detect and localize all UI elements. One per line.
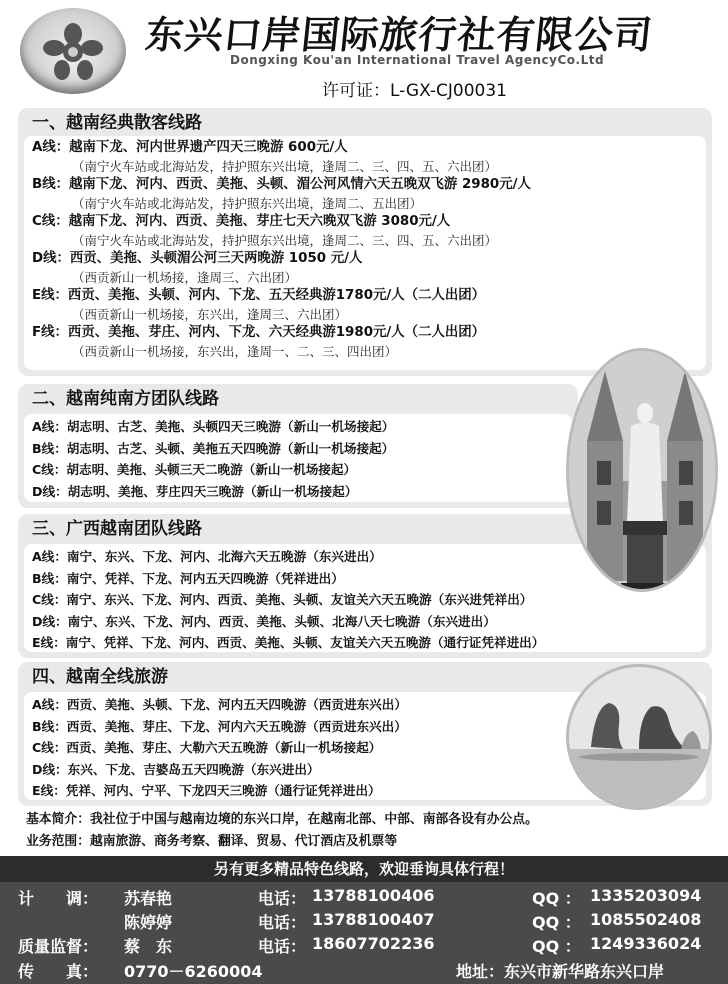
contact-role: 计 调： [18, 889, 99, 908]
route-item [32, 138, 698, 175]
section-title: 二、越南纯南方团队线路 [32, 389, 219, 409]
route-line: C线：越南下龙、河内、西贡、美拖、芽庄七天六晚双飞游 3080元/人 [32, 214, 451, 229]
route-line: B线：南宁、凭祥、下龙、河内五天四晚游（凭祥进出） [32, 570, 344, 586]
route-item [32, 323, 698, 360]
route-line: B线：西贡、美拖、芽庄、下龙、河内六天五晚游（西贡进东兴出） [32, 718, 407, 734]
route-note: （南宁火车站或北海站发，持护照东兴出境，逢周二、三、四、五、六出团） [72, 233, 498, 248]
contact-role: 质量监督： [18, 937, 99, 956]
company-name-cn: 东兴口岸国际旅行社有限公司 [143, 12, 656, 57]
company-intro: 基本简介：我社位于中国与越南边境的东兴口岸，在越南北部、中部、南部各设有办公点。 [26, 812, 538, 827]
phone-label: 电话： [258, 937, 307, 956]
route-item [32, 175, 698, 212]
qq-label: QQ ： [532, 913, 581, 932]
contact-name: 苏春艳 [124, 889, 173, 908]
contact-phone: 13788100406 [312, 886, 435, 905]
contact-name: 蔡 东 [124, 937, 173, 956]
route-item [32, 249, 698, 286]
contact-footer [0, 856, 728, 984]
address: 地址：东兴市新华路东兴口岸 [456, 962, 665, 981]
route-item [32, 286, 698, 323]
company-logo [20, 8, 126, 94]
halong-bay-photo [566, 664, 712, 810]
route-line: A线：越南下龙、河内世界遗产四天三晚游 600元/人 [32, 140, 348, 155]
route-note: （西贡新山一机场接，东兴出，逢周一、二、三、四出团） [72, 344, 398, 359]
contact-qq: 1249336024 [590, 934, 702, 953]
route-note: （西贡新山一机场接，东兴出，逢周三、六出团） [72, 307, 348, 322]
route-line: A线：西贡、美拖、头顿、下龙、河内五天四晚游（西贡进东兴出） [32, 697, 407, 712]
route-line: D线：西贡、美拖、头顿湄公河三天两晚游 1050 元/人 [32, 251, 363, 266]
license-number: 许可证：L-GX-CJ00031 [322, 81, 507, 101]
contact-qq: 1085502408 [590, 910, 702, 929]
route-line: A线：胡志明、古芝、美拖、头顿四天三晚游（新山一机场接起） [32, 419, 395, 434]
route-line: C线：西贡、美拖、芽庄、大勒六天五晚游（新山一机场接起） [32, 740, 382, 756]
section-title: 一、越南经典散客线路 [32, 113, 202, 133]
flower-logo-icon [40, 22, 106, 82]
section-title: 三、广西越南团队线路 [32, 519, 202, 539]
route-line: D线：南宁、东兴、下龙、河内、西贡、美拖、头顿、北海八天七晚游（东兴进出） [32, 613, 496, 629]
qq-label: QQ ： [532, 889, 581, 908]
section-classic-routes [18, 108, 712, 376]
route-item [32, 212, 698, 249]
section-south-group-routes [18, 384, 578, 508]
route-note: （南宁火车站或北海站发，持护照东兴出境，逢周二、五出团） [72, 196, 423, 211]
route-line: C线：胡志明、美拖、头顿三天二晚游（新山一机场接起） [32, 462, 357, 478]
route-line: E线：西贡、美拖、头顿、河内、下龙、五天经典游1780元/人（二人出团） [32, 288, 486, 303]
route-line: D线：东兴、下龙、吉婆岛五天四晚游（东兴进出） [32, 761, 320, 777]
section-body [24, 136, 706, 370]
cathedral-icon [569, 351, 718, 592]
contact-qq: 1335203094 [590, 886, 702, 905]
route-line: F线：西贡、美拖、芽庄、河内、下龙、六天经典游1980元/人（二人出团） [32, 325, 486, 340]
route-line: A线：南宁、东兴、下龙、河内、北海六天五晚游（东兴进出） [32, 549, 382, 564]
qq-label: QQ ： [532, 937, 581, 956]
header [0, 0, 728, 104]
route-line: D线：胡志明、美拖、芽庄四天三晚游（新山一机场接起） [32, 483, 358, 499]
section-body [24, 414, 572, 502]
phone-label: 电话： [258, 913, 307, 932]
route-line: B线：越南下龙、河内、西贡、美拖、头顿、湄公河风情六天五晚双飞游 2980元/人 [32, 177, 531, 192]
phone-label: 电话： [258, 889, 307, 908]
cathedral-photo [566, 348, 718, 592]
footer-banner: 另有更多精品特色线路，欢迎垂询具体行程！ [0, 856, 728, 882]
route-note: （南宁火车站或北海站发，持护照东兴出境，逢周二、三、四、五、六出团） [72, 159, 498, 174]
section-title: 四、越南全线旅游 [32, 667, 168, 687]
fax-number: 0770－6260004 [124, 962, 263, 981]
route-line: B线：胡志明、古芝、头顿、美拖五天四晚游（新山一机场接起） [32, 440, 395, 456]
halong-bay-icon [569, 667, 712, 810]
company-name-en: Dongxing Kou'an International Travel AgencyCo.Ltd [230, 53, 605, 67]
route-line: E线：凭祥、河内、宁平、下龙四天三晚游（通行证凭祥进出） [32, 783, 381, 799]
route-line: E线：南宁、凭祥、下龙、河内、西贡、美拖、头顿、友谊关六天五晚游（通行证凭祥进出） [32, 635, 545, 651]
route-note: （西贡新山一机场接，逢周三、六出团） [72, 270, 298, 285]
route-line: C线：南宁、东兴、下龙、河内、西贡、美拖、头顿、友谊关六天五晚游（东兴进凭祥出） [32, 592, 533, 608]
business-scope: 业务范围：越南旅游、商务考察、翻译、贸易、代订酒店及机票等 [26, 834, 398, 849]
contact-phone: 13788100407 [312, 910, 435, 929]
fax-label: 传 真： [18, 962, 99, 981]
contact-name: 陈婷婷 [124, 913, 173, 932]
contact-phone: 18607702236 [312, 934, 435, 953]
